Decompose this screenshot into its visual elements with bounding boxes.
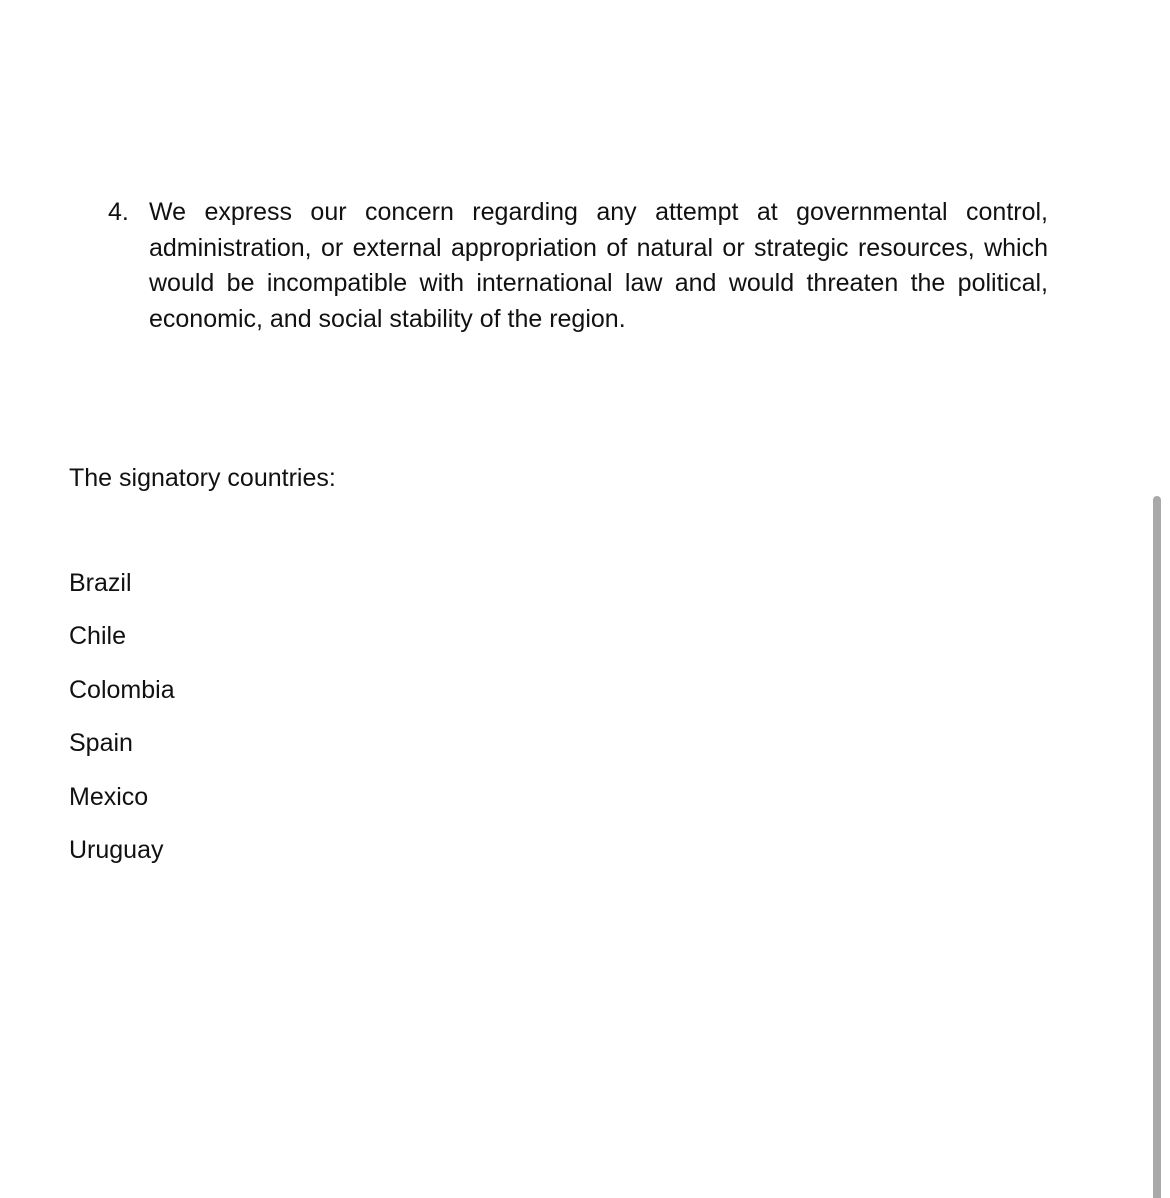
signatories-heading: The signatory countries:: [69, 464, 336, 492]
country-uruguay: Uruguay: [69, 835, 164, 864]
country-brazil: Brazil: [69, 569, 132, 597]
country-spain: Spain: [69, 729, 133, 758]
signatory-country-list: [69, 566, 175, 886]
clause-text: We express our concern regarding any attempt at governmental control, administration, or external appropriation of natural or strategic resources, which would be incompatible with international law and would threaten the political, economic, and social stability of the region.: [149, 198, 1048, 333]
country-colombia: Colombia: [69, 675, 175, 704]
clause-number: 4.: [108, 198, 129, 226]
country-mexico: Mexico: [69, 782, 149, 811]
scrollbar-thumb[interactable]: [1153, 496, 1161, 1198]
country-chile: Chile: [69, 622, 126, 651]
